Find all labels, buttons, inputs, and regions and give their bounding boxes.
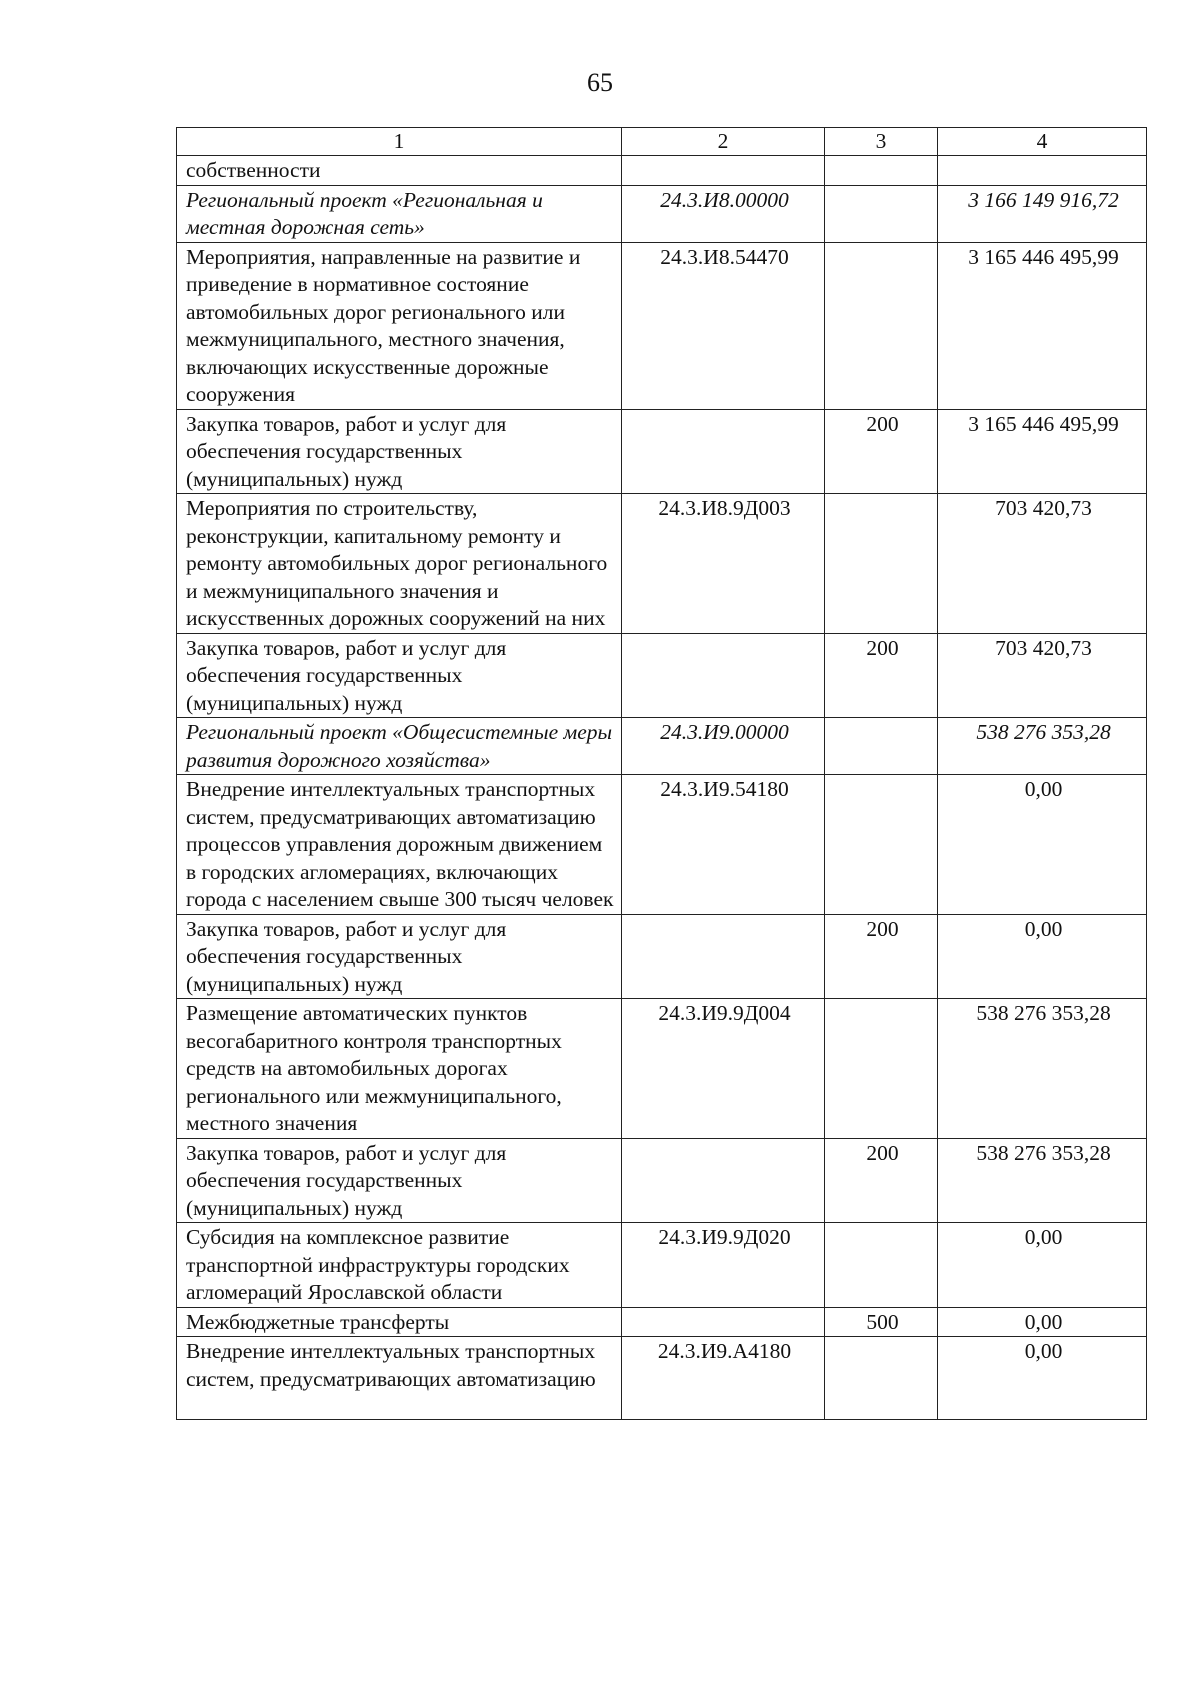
amount-cell: 703 420,73 <box>938 494 1147 634</box>
page-number: 65 <box>587 68 613 97</box>
expense-type-cell <box>825 185 938 242</box>
table-row <box>177 914 1147 999</box>
table-row <box>177 242 1147 409</box>
item-code-cell <box>622 156 825 186</box>
amount-cell: 0,00 <box>938 1307 1147 1337</box>
table-row <box>177 633 1147 718</box>
item-name-cell: Региональный проект «Общесистемные меры развития дорожного хозяйства» <box>177 718 622 775</box>
table-row <box>177 409 1147 494</box>
table-row <box>177 156 1147 186</box>
item-name-cell: Мероприятия, направленные на развитие и приведение в нормативное состояние автомобильных дорог регионального или межмуниципального, местного значения, включающих искусственные дорожные сооружения <box>177 242 622 409</box>
amount-cell: 3 165 446 495,99 <box>938 409 1147 494</box>
expense-type-cell <box>825 242 938 409</box>
amount-cell: 3 166 149 916,72 <box>938 185 1147 242</box>
amount-cell: 0,00 <box>938 914 1147 999</box>
expense-type-cell <box>825 494 938 634</box>
expense-type-cell <box>825 1337 938 1420</box>
item-name-cell: Мероприятия по строительству, реконструкции, капитальному ремонту и ремонту автомобильных дорог регионального и межмуниципального значения и искусственных дорожных сооружений на них <box>177 494 622 634</box>
amount-cell: 0,00 <box>938 1223 1147 1308</box>
item-name-cell: Закупка товаров, работ и услуг для обеспечения государственных (муниципальных) нужд <box>177 914 622 999</box>
expense-type-cell: 200 <box>825 633 938 718</box>
amount-cell: 538 276 353,28 <box>938 1138 1147 1223</box>
amount-cell: 703 420,73 <box>938 633 1147 718</box>
expense-type-cell: 500 <box>825 1307 938 1337</box>
item-name-cell: собственности <box>177 156 622 186</box>
header-cell: 4 <box>938 128 1147 156</box>
item-name-cell: Субсидия на комплексное развитие транспортной инфраструктуры городских агломераций Ярославской области <box>177 1223 622 1308</box>
item-code-cell <box>622 409 825 494</box>
item-code-cell: 24.3.И9.9Д020 <box>622 1223 825 1308</box>
item-code-cell: 24.3.И8.9Д003 <box>622 494 825 634</box>
item-code-cell <box>622 633 825 718</box>
item-code-cell: 24.3.И9.9Д004 <box>622 999 825 1139</box>
table-row <box>177 185 1147 242</box>
item-name-cell: Закупка товаров, работ и услуг для обеспечения государственных (муниципальных) нужд <box>177 1138 622 1223</box>
expense-type-cell: 200 <box>825 409 938 494</box>
amount-cell: 0,00 <box>938 775 1147 915</box>
item-name-cell: Закупка товаров, работ и услуг для обеспечения государственных (муниципальных) нужд <box>177 409 622 494</box>
table-row <box>177 1138 1147 1223</box>
header-cell: 3 <box>825 128 938 156</box>
header-cell: 2 <box>622 128 825 156</box>
table-row <box>177 494 1147 634</box>
item-name-cell: Закупка товаров, работ и услуг для обеспечения государственных (муниципальных) нужд <box>177 633 622 718</box>
expense-type-cell <box>825 156 938 186</box>
amount-cell: 538 276 353,28 <box>938 999 1147 1139</box>
expense-type-cell: 200 <box>825 914 938 999</box>
item-code-cell: 24.3.И8.00000 <box>622 185 825 242</box>
item-name-cell: Размещение автоматических пунктов весогабаритного контроля транспортных средств на автомобильных дорогах регионального или межмуниципального, местного значения <box>177 999 622 1139</box>
expense-type-cell: 200 <box>825 1138 938 1223</box>
item-name-cell: Внедрение интеллектуальных транспортных систем, предусматривающих автоматизацию <box>177 1337 622 1420</box>
table-row <box>177 1223 1147 1308</box>
table-row <box>177 999 1147 1139</box>
item-code-cell <box>622 914 825 999</box>
item-code-cell: 24.3.И9.А4180 <box>622 1337 825 1420</box>
item-name-cell: Региональный проект «Региональная и местная дорожная сеть» <box>177 185 622 242</box>
amount-cell: 0,00 <box>938 1337 1147 1420</box>
amount-cell: 3 165 446 495,99 <box>938 242 1147 409</box>
item-code-cell: 24.3.И9.54180 <box>622 775 825 915</box>
header-cell: 1 <box>177 128 622 156</box>
amount-cell <box>938 156 1147 186</box>
table-row <box>177 1337 1147 1420</box>
budget-table <box>176 127 1147 1420</box>
expense-type-cell <box>825 999 938 1139</box>
amount-cell: 538 276 353,28 <box>938 718 1147 775</box>
expense-type-cell <box>825 775 938 915</box>
table-header-row <box>177 128 1147 156</box>
expense-type-cell <box>825 718 938 775</box>
item-code-cell: 24.3.И9.00000 <box>622 718 825 775</box>
item-code-cell <box>622 1307 825 1337</box>
item-code-cell <box>622 1138 825 1223</box>
item-name-cell: Внедрение интеллектуальных транспортных систем, предусматривающих автоматизацию процессов управления дорожным движением в городских агломерациях, включающих города с населением свыше 300 тысяч человек <box>177 775 622 915</box>
table-row <box>177 775 1147 915</box>
expense-type-cell <box>825 1223 938 1308</box>
item-name-cell: Межбюджетные трансферты <box>177 1307 622 1337</box>
item-code-cell: 24.3.И8.54470 <box>622 242 825 409</box>
table-row <box>177 718 1147 775</box>
table-row <box>177 1307 1147 1337</box>
